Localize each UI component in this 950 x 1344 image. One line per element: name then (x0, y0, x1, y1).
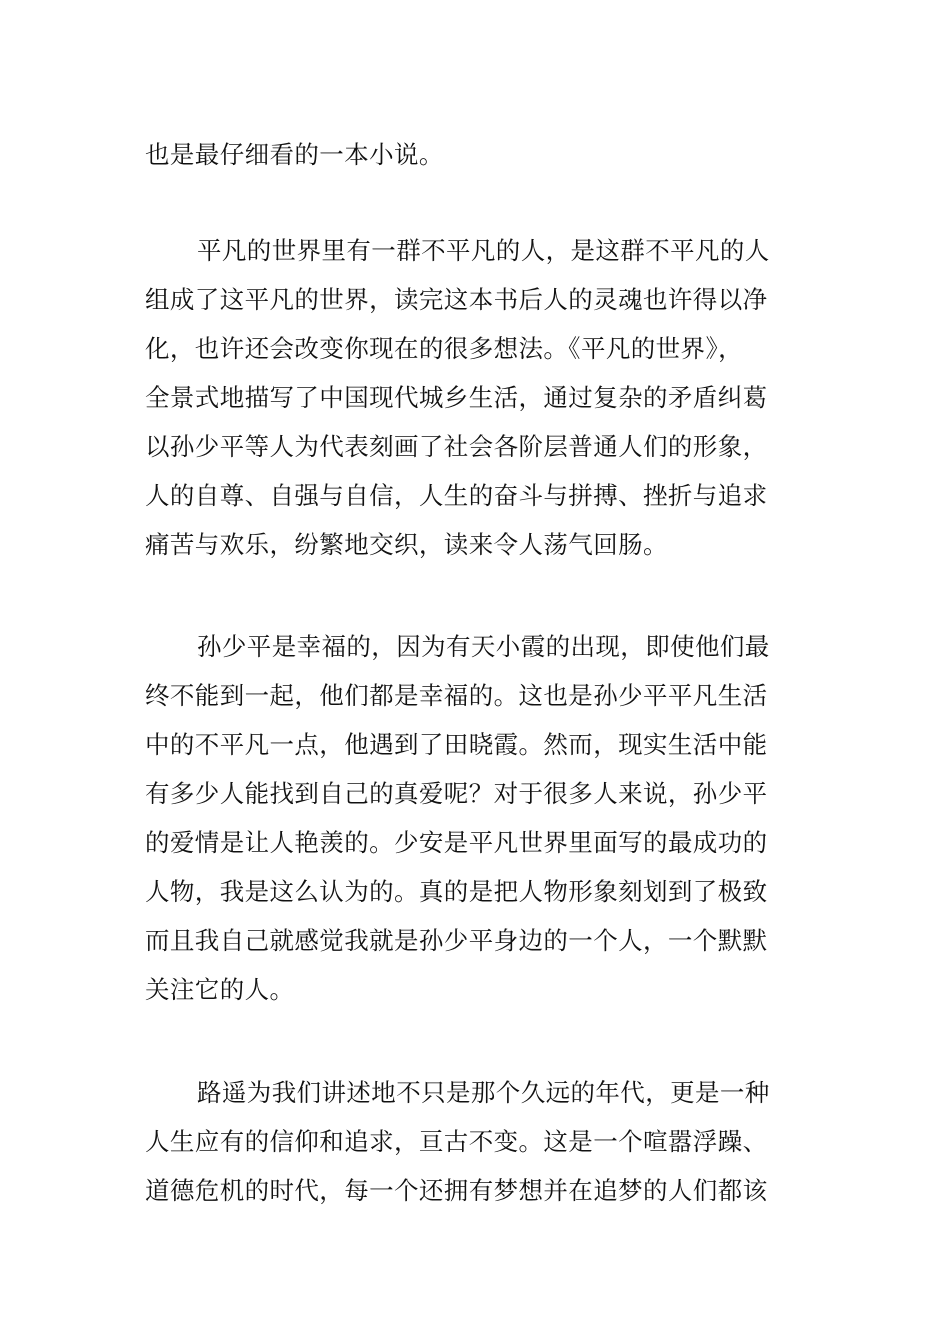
text-line: 组成了这平凡的世界，读完这本书后人的灵魂也许得以净 (145, 285, 768, 314)
text-line: 关注它的人。 (145, 975, 295, 1004)
text-line: 人生应有的信仰和追求，亘古不变。这是一个喧嚣浮躁、 (145, 1127, 768, 1156)
text-line: 以孙少平等人为代表刻画了社会各阶层普通人们的形象， (145, 432, 768, 461)
text-line: 有多少人能找到自己的真爱呢？对于很多人来说，孙少平 (145, 779, 768, 808)
text-line: 人的自尊、自强与自信，人生的奋斗与拼搏、挫折与追求 (145, 481, 768, 510)
text-line: 化，也许还会改变你现在的很多想法。《平凡的世界》， (145, 334, 743, 363)
text-line: 孙少平是幸福的，因为有天小霞的出现，即使他们最 (197, 632, 770, 661)
text-line: 人物，我是这么认为的。真的是把人物形象刻划到了极致 (145, 877, 768, 906)
text-line: 路遥为我们讲述地不只是那个久远的年代，更是一种 (197, 1078, 770, 1107)
paragraph (145, 1068, 810, 1215)
text-line: 的爱情是让人艳羡的。少安是平凡世界里面写的最成功的 (145, 828, 768, 857)
text-line: 也是最仔细看的一本小说。 (145, 140, 444, 169)
text-line: 全景式地描写了中国现代城乡生活，通过复杂的矛盾纠葛 (145, 383, 768, 412)
text-line: 而且我自己就感觉我就是孙少平身边的一个人，一个默默 (145, 926, 768, 955)
paragraph-continuation (145, 130, 810, 179)
paragraph (145, 226, 810, 569)
paragraph (145, 622, 810, 1014)
text-line: 痛苦与欢乐，纷繁地交织，读来令人荡气回肠。 (145, 530, 668, 559)
text-line: 终不能到一起，他们都是幸福的。这也是孙少平平凡生活 (145, 681, 768, 710)
text-line: 平凡的世界里有一群不平凡的人，是这群不平凡的人 (197, 236, 770, 265)
text-line: 道德危机的时代，每一个还拥有梦想并在追梦的人们都该 (145, 1176, 768, 1205)
text-line: 中的不平凡一点，他遇到了田晓霞。然而，现实生活中能 (145, 730, 768, 759)
